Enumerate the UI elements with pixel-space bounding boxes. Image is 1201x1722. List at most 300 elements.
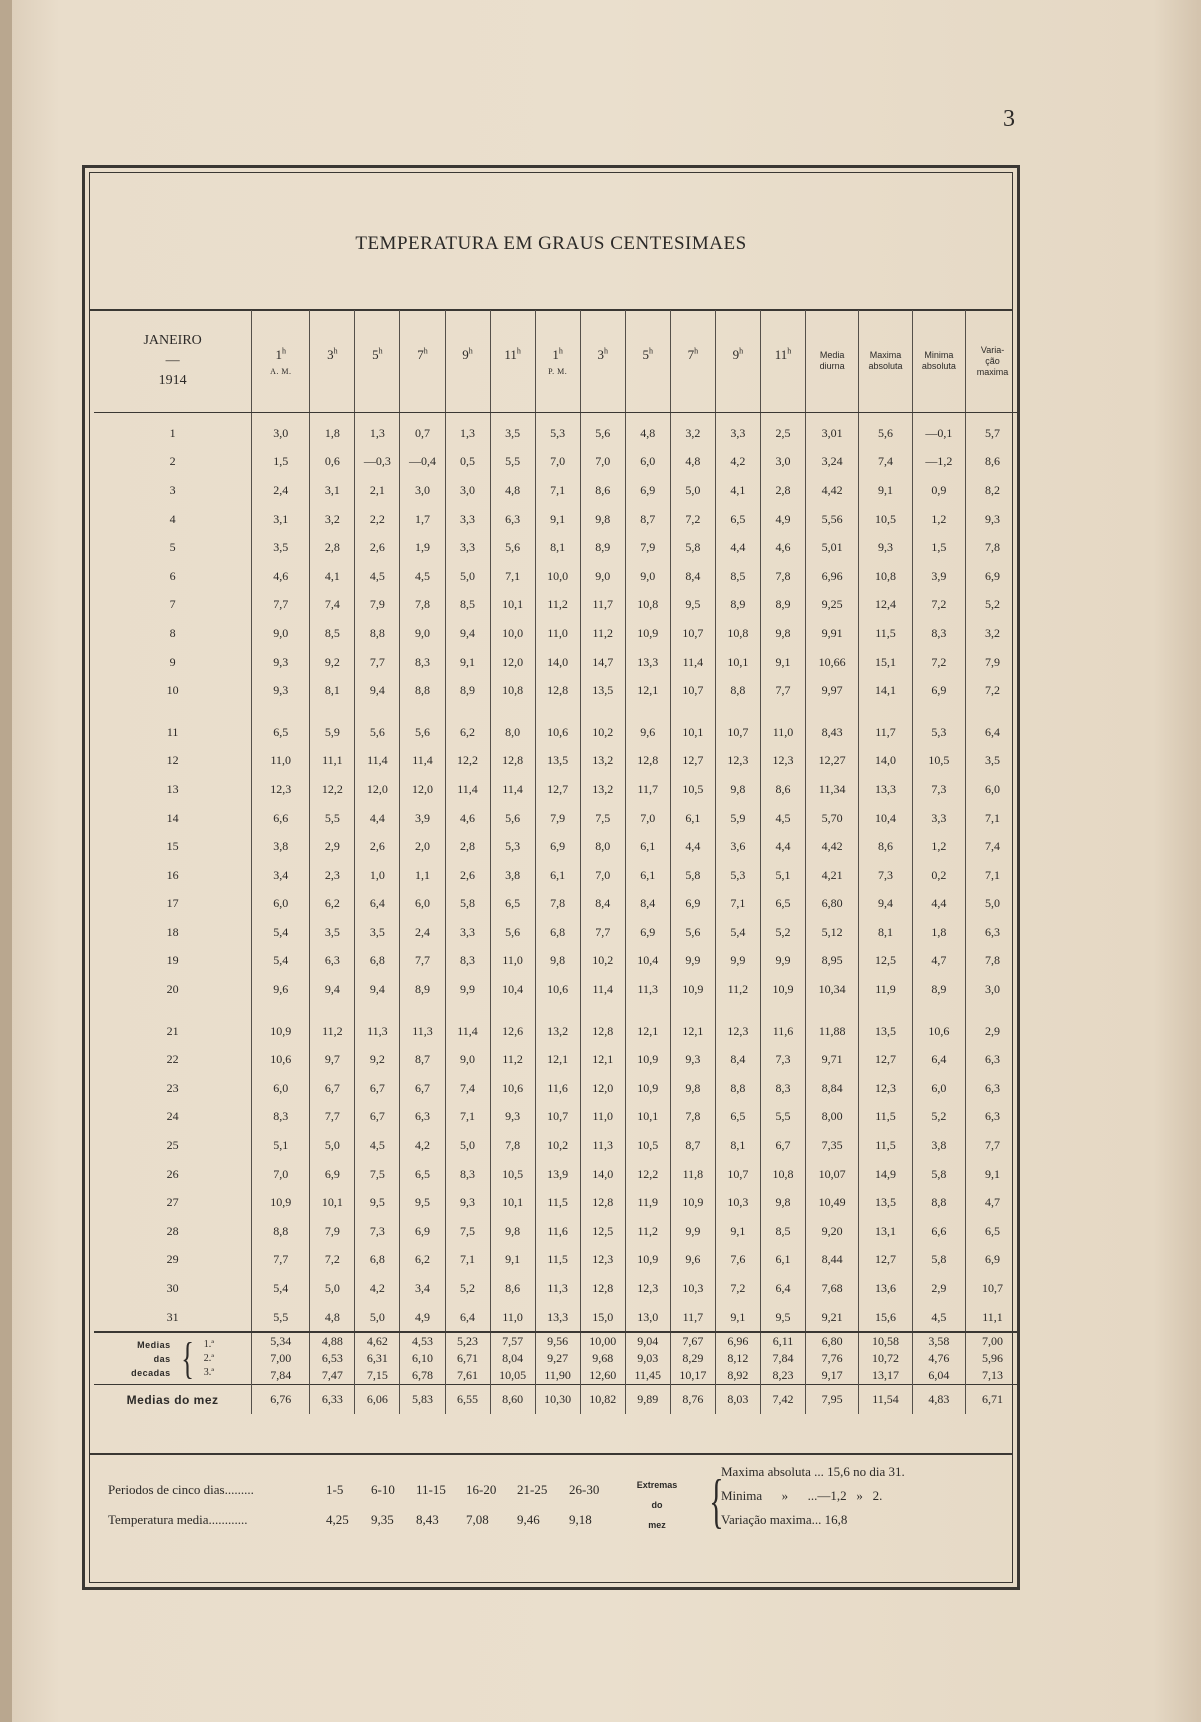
temperatura-value: 4,25 (326, 1512, 349, 1527)
data-cell: 3,3 (445, 533, 490, 562)
hour-header-3 (355, 310, 400, 413)
data-cell: 1,5 (252, 448, 310, 477)
decade-mean-value: 6,31 (366, 1351, 388, 1366)
data-cell: 10,9 (625, 1246, 670, 1275)
decade-mean-cell (445, 1332, 490, 1385)
day-number: 2 (169, 454, 176, 469)
data-cell: 10,9 (670, 1188, 715, 1217)
data-cell: 8,1 (310, 676, 355, 705)
gap-cell (806, 705, 859, 718)
data-cell: 13,5 (859, 1017, 912, 1046)
hour-suffix: h (423, 346, 428, 356)
minima-absoluta-header-line: Minima (924, 350, 954, 360)
variacao-maxima-header-line: Varia- (980, 344, 1005, 355)
gap-cell (806, 1004, 859, 1017)
day-row (94, 1246, 1019, 1275)
data-cell: 7,8 (966, 533, 1019, 562)
decade-mean-cell (912, 1332, 965, 1385)
data-cell: 6,5 (252, 718, 310, 747)
data-cell: 6,5 (400, 1160, 445, 1189)
hour-period (671, 367, 715, 376)
decade-mean-cell (859, 1332, 912, 1385)
data-cell: 10,0 (535, 562, 580, 591)
decade-mean-cell (490, 1332, 535, 1385)
data-cell: 0,5 (445, 448, 490, 477)
data-cell: 13,3 (625, 648, 670, 677)
hour-period (310, 367, 354, 376)
hour-label: 3$^h$ (597, 346, 608, 362)
data-cell: 9,1 (715, 1303, 760, 1333)
data-cell: 8,3 (912, 619, 965, 648)
page-number: 3 (1003, 106, 1015, 132)
decade-mean-value: 7,84 (270, 1368, 292, 1383)
decade-mean-value: 4,53 (411, 1334, 433, 1349)
data-cell: 12,1 (535, 1045, 580, 1074)
decade-mean-value: 7,13 (982, 1368, 1004, 1383)
hour-period (446, 367, 490, 376)
periodos-label: Periodos de cinco dias......... (108, 1482, 254, 1497)
day-row (94, 1017, 1019, 1046)
data-cell: 6,3 (966, 1103, 1019, 1132)
data-cell: 5,9 (310, 718, 355, 747)
data-cell: 3,5 (490, 413, 535, 448)
data-cell: 5,0 (670, 476, 715, 505)
decade-mean-value: 9,56 (547, 1334, 569, 1349)
hour-header-6 (490, 310, 535, 413)
hour-suffix: h (787, 346, 792, 356)
data-cell: 6,0 (625, 448, 670, 477)
data-cell: 10,5 (625, 1131, 670, 1160)
month-header (94, 310, 252, 413)
gap-cell (912, 1004, 965, 1017)
month-mean-cell: 6,06 (355, 1385, 400, 1414)
hour-period (716, 367, 760, 376)
data-cell: 7,8 (760, 562, 805, 591)
hour-suffix: h (378, 346, 383, 356)
data-cell: 4,8 (310, 1303, 355, 1333)
data-cell: 13,2 (535, 1017, 580, 1046)
data-cell: 7,68 (806, 1274, 859, 1303)
gap-cell (310, 705, 355, 718)
data-cell: 6,0 (400, 890, 445, 919)
data-cell: 10,5 (859, 505, 912, 534)
data-cell: 6,9 (966, 562, 1019, 591)
data-cell: 8,8 (400, 676, 445, 705)
data-cell: 8,9 (445, 676, 490, 705)
data-cell: 0,2 (912, 861, 965, 890)
temperatura-value: 7,08 (466, 1512, 489, 1527)
hour-suffix: h (558, 346, 563, 356)
data-cell: 9,1 (715, 1217, 760, 1246)
data-cell: 7,7 (310, 1103, 355, 1132)
data-cell: 2,8 (445, 832, 490, 861)
data-cell: 6,9 (625, 476, 670, 505)
data-cell: 10,9 (760, 975, 805, 1004)
decade-mean-value: 10,58 (872, 1334, 900, 1349)
hour-period: P. M. (548, 366, 568, 376)
data-cell: 8,7 (670, 1131, 715, 1160)
data-cell: 6,4 (912, 1045, 965, 1074)
day-row (94, 1303, 1019, 1333)
data-cell: 6,2 (445, 718, 490, 747)
media-diurna-header-line: Media (819, 350, 845, 360)
data-cell: 4,7 (912, 947, 965, 976)
data-cell: 9,8 (760, 619, 805, 648)
decade-mean-value: 13,17 (872, 1368, 900, 1383)
data-cell: 9,0 (580, 562, 625, 591)
hour-header-9 (625, 310, 670, 413)
gap-cell (580, 705, 625, 718)
data-cell: 3,0 (445, 476, 490, 505)
data-cell: 5,0 (445, 562, 490, 591)
data-cell: 6,80 (806, 890, 859, 919)
gap-cell (490, 705, 535, 718)
data-cell: —1,2 (912, 448, 965, 477)
data-cell: 7,3 (355, 1217, 400, 1246)
decade-mean-cell (400, 1332, 445, 1385)
data-cell: 11,2 (310, 1017, 355, 1046)
data-cell: 9,0 (445, 1045, 490, 1074)
data-cell: 11,34 (806, 775, 859, 804)
data-cell: 4,42 (806, 832, 859, 861)
gap-cell (400, 1004, 445, 1017)
data-cell: 4,9 (400, 1303, 445, 1333)
data-cell: 5,0 (355, 1303, 400, 1333)
header-row (94, 310, 1019, 413)
day-row (94, 1131, 1019, 1160)
day-number: 8 (169, 625, 176, 640)
data-cell: 9,1 (445, 648, 490, 677)
decade-gap (94, 1004, 1019, 1017)
data-cell: 9,0 (400, 619, 445, 648)
data-cell: 4,4 (670, 832, 715, 861)
data-cell: 5,5 (310, 804, 355, 833)
data-cell: 7,7 (580, 918, 625, 947)
data-cell: 14,9 (859, 1160, 912, 1189)
data-cell: 12,2 (445, 747, 490, 776)
month-label: JANEIRO (143, 333, 202, 348)
maxima-absoluta-header-line: absoluta (868, 361, 903, 371)
hour-suffix: h (333, 346, 338, 356)
data-cell: 7,0 (580, 448, 625, 477)
hour-header-5 (445, 310, 490, 413)
day-number: 24 (166, 1109, 179, 1124)
data-cell: 12,1 (625, 676, 670, 705)
data-cell: 8,95 (806, 947, 859, 976)
periodo-value: 11-15 (416, 1482, 446, 1497)
decade-mean-cell (715, 1332, 760, 1385)
data-cell: 5,0 (310, 1274, 355, 1303)
day-row (94, 676, 1019, 705)
data-cell: 8,8 (715, 676, 760, 705)
data-cell: 3,5 (355, 918, 400, 947)
day-row (94, 718, 1019, 747)
data-cell: 10,6 (535, 718, 580, 747)
data-cell: 9,3 (966, 505, 1019, 534)
data-cell: 8,1 (535, 533, 580, 562)
data-cell: 13,3 (859, 775, 912, 804)
data-cell: 7,2 (310, 1246, 355, 1275)
medias-decadas-text (131, 1338, 171, 1380)
data-cell: 13,5 (535, 747, 580, 776)
data-cell: 12,0 (490, 648, 535, 677)
gap-cell (760, 705, 805, 718)
decade-mean-value: 7,00 (270, 1351, 292, 1366)
temperatura-value: 9,18 (569, 1512, 592, 1527)
decade-mean-cell (355, 1332, 400, 1385)
data-cell: 6,3 (966, 1074, 1019, 1103)
data-cell: 9,3 (670, 1045, 715, 1074)
data-cell: 1,1 (400, 861, 445, 890)
medias-mez-label: Medias do mez (94, 1385, 252, 1414)
data-cell: 8,6 (580, 476, 625, 505)
hour-header-2 (310, 310, 355, 413)
day-row (94, 448, 1019, 477)
data-cell: 7,9 (310, 1217, 355, 1246)
data-cell: 10,6 (490, 1074, 535, 1103)
data-cell: 11,7 (580, 591, 625, 620)
data-cell: 6,3 (490, 505, 535, 534)
data-cell: 11,6 (535, 1074, 580, 1103)
data-cell: 12,0 (355, 775, 400, 804)
maxima-absoluta-header-line: Maxima (869, 350, 902, 360)
table-body (94, 413, 1019, 1415)
day-row (94, 804, 1019, 833)
data-cell: 11,1 (966, 1303, 1019, 1333)
day-row (94, 918, 1019, 947)
data-cell: 5,4 (715, 918, 760, 947)
data-cell: 9,9 (445, 975, 490, 1004)
data-cell: 11,1 (310, 747, 355, 776)
extremas-maxima: Maxima absoluta ... 15,6 no dia 31. (721, 1464, 905, 1479)
data-cell: 4,21 (806, 861, 859, 890)
data-cell: 12,3 (715, 747, 760, 776)
data-cell: 1,7 (400, 505, 445, 534)
data-cell: 5,0 (966, 890, 1019, 919)
data-cell: 6,5 (490, 890, 535, 919)
data-cell: 7,5 (445, 1217, 490, 1246)
gap-cell (445, 1004, 490, 1017)
data-cell: 5,8 (912, 1160, 965, 1189)
data-cell: 11,2 (625, 1217, 670, 1246)
data-cell: 2,1 (355, 476, 400, 505)
data-cell: 8,0 (580, 832, 625, 861)
data-cell: 7,35 (806, 1131, 859, 1160)
data-cell: 9,9 (670, 947, 715, 976)
data-cell: 5,6 (355, 718, 400, 747)
month-mean-cell: 6,33 (310, 1385, 355, 1414)
data-cell: 5,6 (670, 918, 715, 947)
decade-mean-value: 7,61 (457, 1368, 479, 1383)
data-cell: 11,8 (670, 1160, 715, 1189)
data-cell: 3,9 (912, 562, 965, 591)
medias-decadas-text-line: Medias (137, 1339, 171, 1350)
gap-cell (580, 1004, 625, 1017)
temperatura-value: 8,43 (416, 1512, 439, 1527)
data-cell: 12,1 (625, 1017, 670, 1046)
data-cell: 12,8 (490, 747, 535, 776)
data-cell: 7,0 (580, 861, 625, 890)
day-number: 1 (169, 425, 176, 440)
gap-cell (94, 705, 252, 718)
data-cell: 12,7 (859, 1246, 912, 1275)
data-cell: 3,3 (445, 505, 490, 534)
data-cell: 3,5 (252, 533, 310, 562)
data-cell: 6,9 (400, 1217, 445, 1246)
data-cell: 4,4 (760, 832, 805, 861)
decade-mean-value: 10,17 (679, 1368, 707, 1383)
hour-label: 5$^h$ (372, 346, 383, 362)
data-cell: 12,1 (670, 1017, 715, 1046)
data-cell: 9,21 (806, 1303, 859, 1333)
gap-cell (670, 1004, 715, 1017)
data-cell: 7,4 (966, 832, 1019, 861)
data-cell: 11,4 (445, 1017, 490, 1046)
data-cell: 2,4 (400, 918, 445, 947)
gap-cell (310, 1004, 355, 1017)
data-cell: 12,2 (625, 1160, 670, 1189)
decade-mean-value: 8,29 (682, 1351, 704, 1366)
day-number: 9 (169, 654, 176, 669)
data-cell: 8,9 (715, 591, 760, 620)
data-cell: 7,0 (252, 1160, 310, 1189)
data-cell: 8,3 (445, 947, 490, 976)
hour-suffix: h (468, 346, 473, 356)
data-cell: 10,9 (252, 1188, 310, 1217)
day-number: 6 (169, 568, 176, 583)
data-cell: 10,7 (715, 718, 760, 747)
data-cell: 12,8 (580, 1188, 625, 1217)
data-cell: 0,6 (310, 448, 355, 477)
data-cell: 8,8 (715, 1074, 760, 1103)
minima-absoluta-header-line: absoluta (921, 361, 956, 371)
hour-header-8 (580, 310, 625, 413)
data-cell: 9,8 (760, 1188, 805, 1217)
periodo-value: 1-5 (326, 1482, 344, 1497)
data-cell: 11,5 (859, 1131, 912, 1160)
data-cell: 3,0 (252, 413, 310, 448)
media-diurna-header (806, 310, 859, 413)
data-cell: 9,5 (400, 1188, 445, 1217)
data-cell: 11,3 (355, 1017, 400, 1046)
data-cell: 3,2 (670, 413, 715, 448)
hour-label: 7$^h$ (417, 346, 428, 362)
data-cell: 7,1 (445, 1246, 490, 1275)
data-cell: 11,0 (580, 1103, 625, 1132)
medias-decadas-row (94, 1332, 1019, 1385)
data-cell: 10,8 (859, 562, 912, 591)
data-cell: 12,7 (859, 1045, 912, 1074)
day-number: 3 (169, 482, 176, 497)
data-cell: 2,5 (760, 413, 805, 448)
data-cell: 10,2 (580, 947, 625, 976)
day-row (94, 648, 1019, 677)
data-cell: 7,2 (715, 1274, 760, 1303)
decade-mean-value: 7,00 (982, 1334, 1004, 1349)
data-cell: 10,7 (670, 676, 715, 705)
data-cell: 3,3 (445, 918, 490, 947)
brace-symbol: { (180, 1333, 194, 1383)
data-cell: 6,0 (966, 775, 1019, 804)
data-cell: 6,0 (252, 890, 310, 919)
data-cell: 8,6 (859, 832, 912, 861)
hour-period (626, 367, 670, 376)
data-cell: 6,4 (966, 718, 1019, 747)
data-cell: 8,6 (966, 448, 1019, 477)
data-cell: 12,3 (760, 747, 805, 776)
data-cell: 11,3 (625, 975, 670, 1004)
data-cell: 7,3 (859, 861, 912, 890)
data-cell: 12,27 (806, 747, 859, 776)
data-cell: 14,0 (859, 747, 912, 776)
data-cell: 1,0 (355, 861, 400, 890)
data-cell: 5,3 (912, 718, 965, 747)
data-cell: 3,3 (715, 413, 760, 448)
data-cell: 6,7 (355, 1103, 400, 1132)
data-cell: 12,7 (535, 775, 580, 804)
data-cell: 11,9 (859, 975, 912, 1004)
gap-cell (715, 1004, 760, 1017)
hour-suffix: h (282, 346, 287, 356)
data-cell: 9,3 (252, 676, 310, 705)
data-cell: 11,4 (670, 648, 715, 677)
data-cell: 5,6 (400, 718, 445, 747)
data-cell: 6,96 (806, 562, 859, 591)
decade-mean-value: 12,60 (589, 1368, 617, 1383)
hour-header-10 (670, 310, 715, 413)
data-cell: 3,0 (760, 448, 805, 477)
decade-mean-value: 6,11 (772, 1334, 794, 1349)
data-cell: 10,8 (625, 591, 670, 620)
data-cell: 3,4 (400, 1274, 445, 1303)
data-cell: 6,1 (625, 832, 670, 861)
data-cell: 4,5 (912, 1303, 965, 1333)
data-cell: 7,7 (252, 1246, 310, 1275)
hour-header-1 (252, 310, 310, 413)
decade-mean-value: 11,45 (634, 1368, 662, 1383)
data-cell: 5,01 (806, 533, 859, 562)
extremas-minima: Minima » ...—1,2 » 2. (721, 1488, 883, 1503)
hour-suffix: h (739, 346, 744, 356)
data-cell: 5,8 (670, 533, 715, 562)
data-cell: 3,4 (252, 861, 310, 890)
data-cell: 3,0 (966, 975, 1019, 1004)
data-cell: 7,1 (715, 890, 760, 919)
data-cell: 10,8 (490, 676, 535, 705)
data-cell: 8,8 (252, 1217, 310, 1246)
data-cell: 8,84 (806, 1074, 859, 1103)
data-cell: 7,2 (912, 591, 965, 620)
data-cell: 5,6 (490, 918, 535, 947)
data-cell: 3,9 (400, 804, 445, 833)
data-cell: 11,3 (535, 1274, 580, 1303)
hour-label: 5$^h$ (642, 346, 654, 362)
data-cell: 13,1 (859, 1217, 912, 1246)
data-cell: 6,2 (400, 1246, 445, 1275)
data-cell: 6,7 (760, 1131, 805, 1160)
data-cell: 9,8 (490, 1217, 535, 1246)
data-cell: 9,4 (355, 975, 400, 1004)
month-mean-cell: 8,60 (490, 1385, 535, 1414)
data-cell: 11,4 (580, 975, 625, 1004)
hour-suffix: h (694, 346, 699, 356)
data-cell: 5,2 (760, 918, 805, 947)
data-cell: 8,4 (625, 890, 670, 919)
decade-mean-value: 8,04 (502, 1351, 524, 1366)
day-number: 23 (166, 1080, 179, 1095)
day-row (94, 890, 1019, 919)
data-cell: 7,7 (252, 591, 310, 620)
